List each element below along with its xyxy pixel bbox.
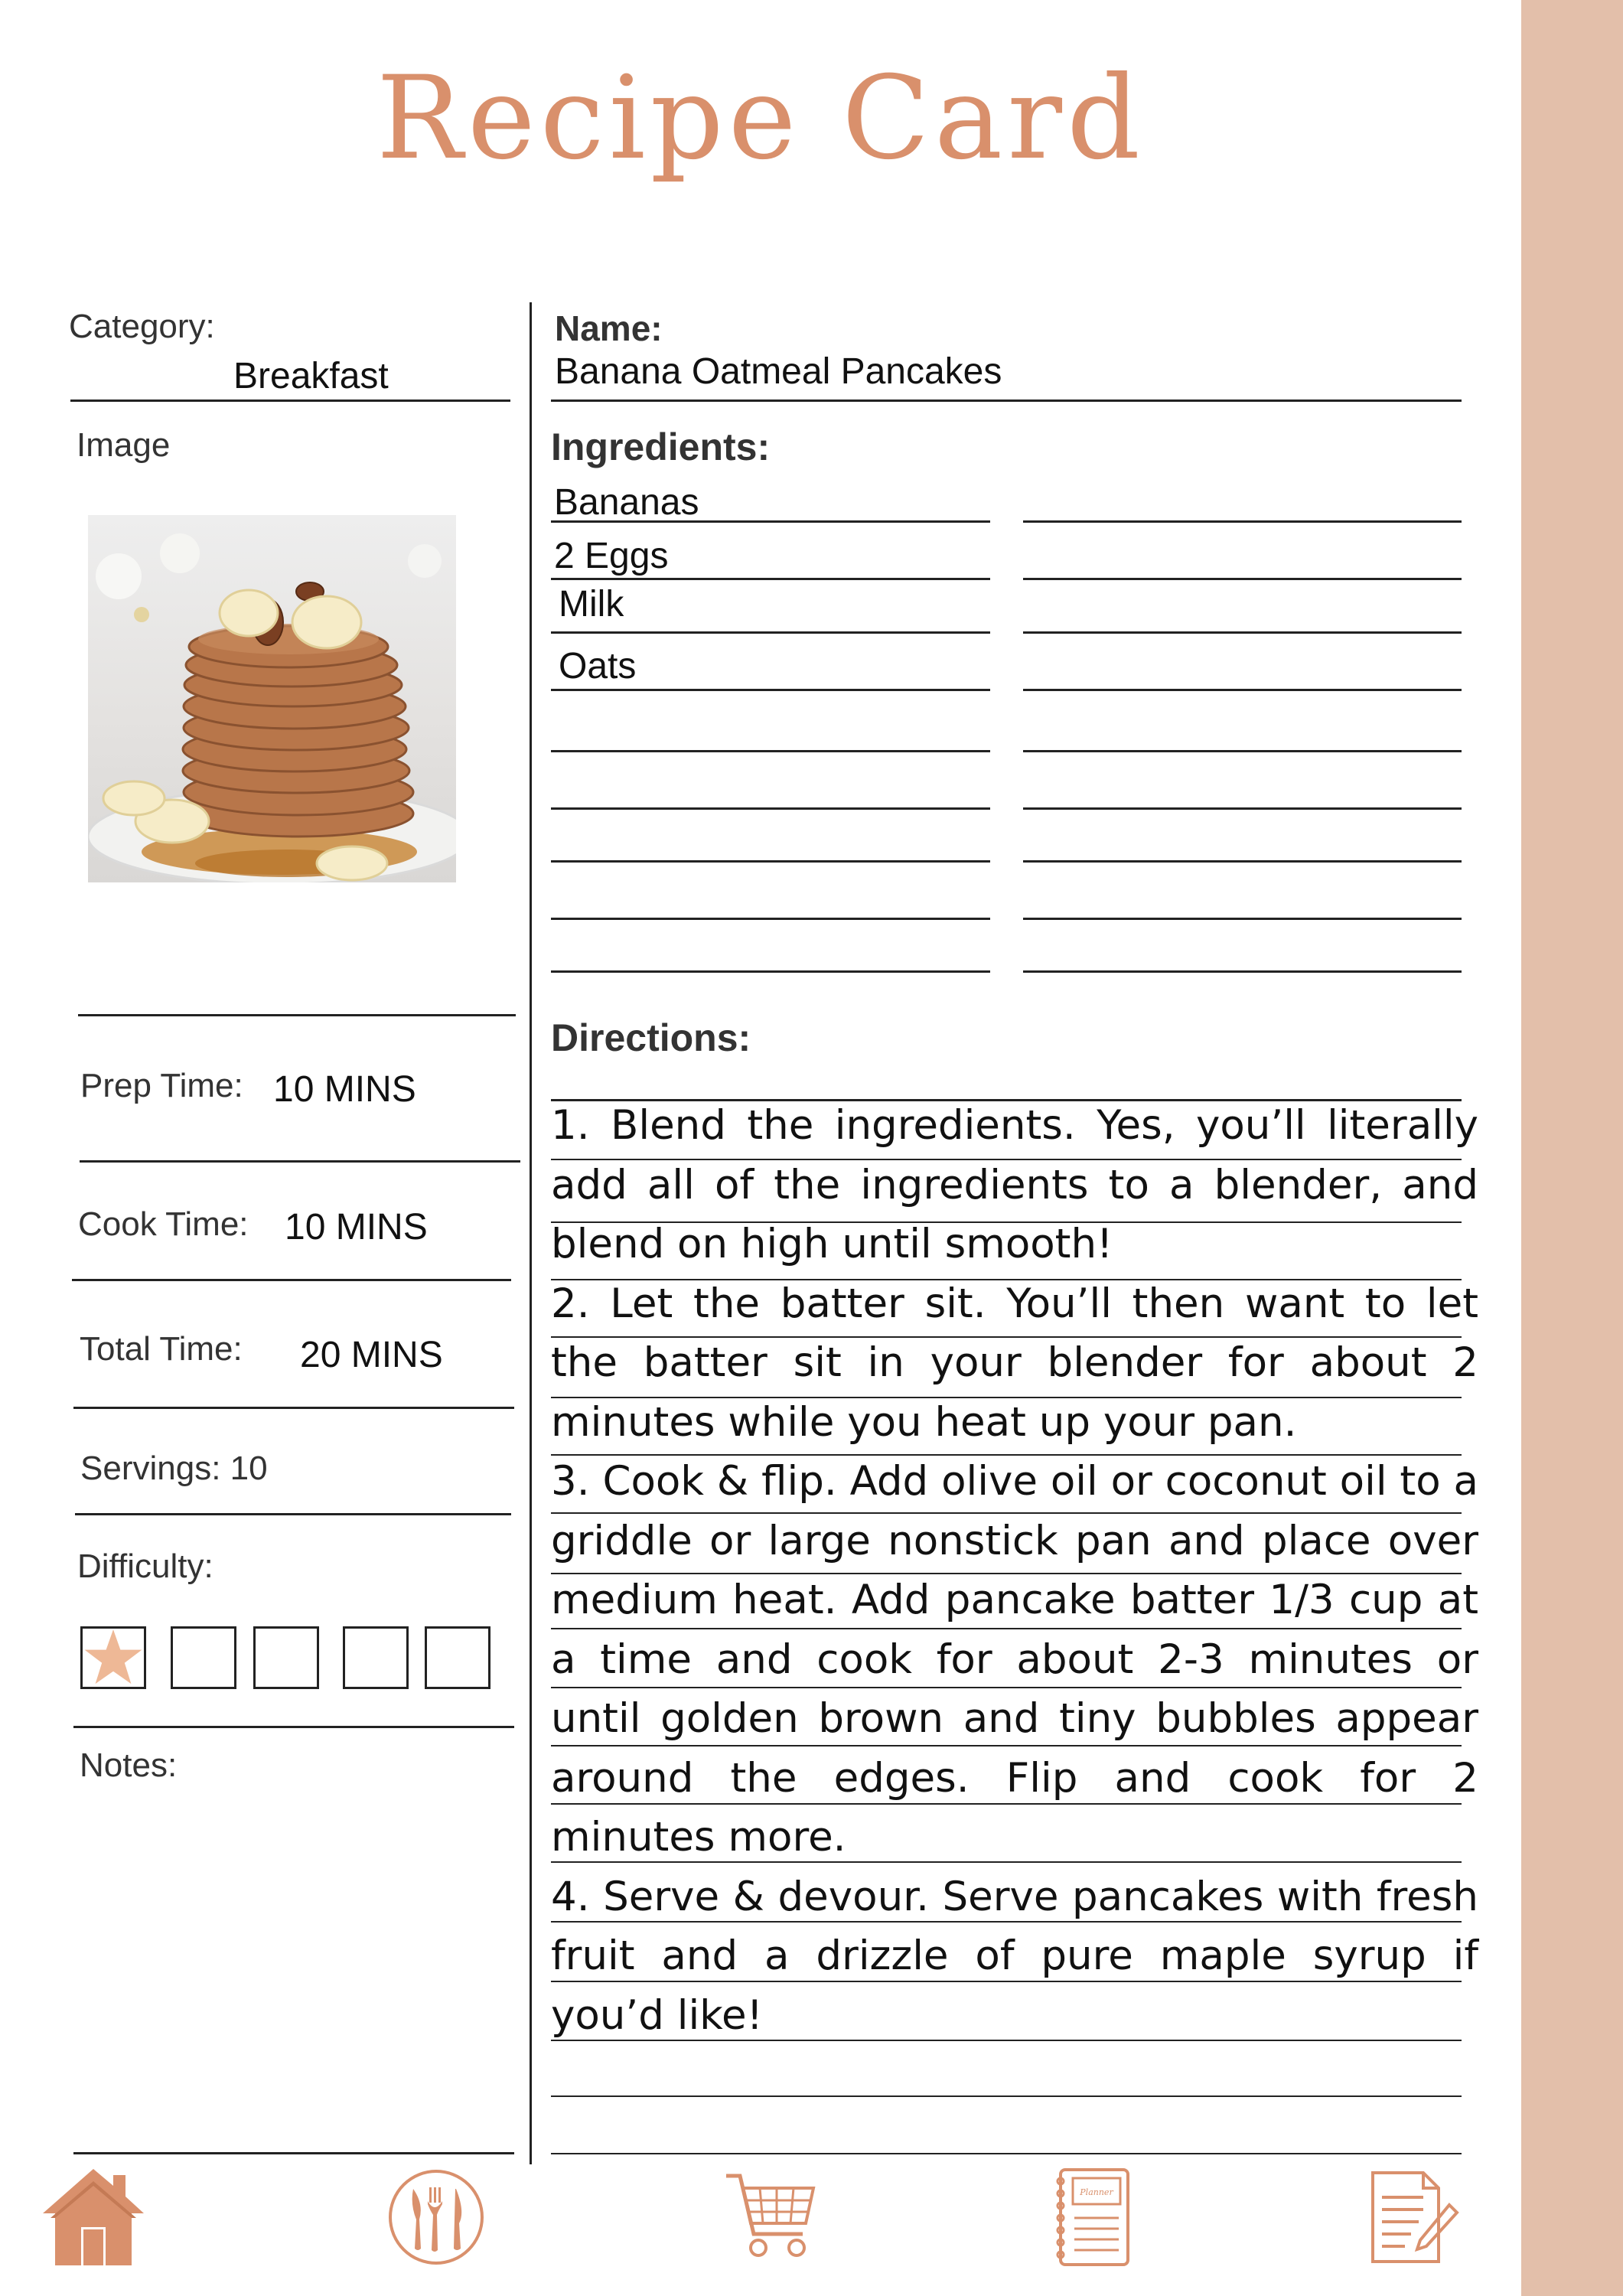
difficulty-box[interactable] [253, 1626, 319, 1689]
page-title: Recipe Card [376, 52, 1146, 185]
difficulty-box[interactable] [425, 1626, 490, 1689]
direction-line [551, 1687, 1462, 1688]
cook-time-underline [72, 1279, 511, 1281]
image-label: Image [77, 426, 171, 464]
category-label: Category: [69, 308, 215, 345]
ingredient-line-left [551, 750, 990, 752]
planner-text: Planner [1080, 2187, 1113, 2197]
direction-step: 4. Serve & devour. Serve pancakes with fresh fruit and a drizzle of pure maple syrup if you’d like! [551, 1873, 1478, 2039]
name-underline [551, 400, 1462, 402]
direction-line [551, 1279, 1462, 1280]
direction-line [551, 1159, 1462, 1160]
ingredient-line-right [1023, 631, 1462, 634]
notes-icon[interactable] [1370, 2170, 1462, 2265]
ingredient-line-left [551, 970, 990, 973]
direction-step: 1. Blend the ingredients. Yes, you’ll literally add all of the ingredients to a blender, and blend on high until smooth! [551, 1102, 1478, 1267]
recipe-name-value[interactable]: Banana Oatmeal Pancakes [555, 351, 1002, 392]
column-divider [530, 302, 532, 2164]
ingredient-line-right [1023, 578, 1462, 580]
difficulty-box[interactable] [343, 1626, 409, 1689]
total-time-label: Total Time: [80, 1330, 243, 1368]
cook-time-label: Cook Time: [78, 1205, 249, 1243]
star-icon [83, 1627, 144, 1687]
direction-step: 2. Let the batter sit. You’ll then want to let the batter sit in your blender for about 2 minutes while you heat up your pan. [551, 1280, 1478, 1446]
direction-line [551, 1981, 1462, 1982]
image-underline [78, 1014, 516, 1016]
difficulty-label: Difficulty: [77, 1548, 213, 1585]
ingredient-line-right [1023, 689, 1462, 691]
ingredient-item[interactable]: Bananas [554, 482, 699, 523]
ingredient-line-left [551, 918, 990, 920]
ingredient-line-left [551, 807, 990, 810]
prep-time-value[interactable]: 10 MINS [273, 1069, 416, 1110]
cook-time-value[interactable]: 10 MINS [285, 1207, 428, 1247]
notes-underline [73, 2152, 514, 2154]
recipe-photo[interactable] [88, 515, 456, 882]
notes-label: Notes: [80, 1746, 178, 1784]
name-label: Name: [555, 308, 663, 348]
direction-line [551, 2040, 1462, 2041]
directions-text[interactable] [551, 1096, 1478, 2045]
category-value[interactable]: Breakfast [233, 356, 389, 396]
direction-line [551, 1512, 1462, 1514]
difficulty-box[interactable] [80, 1626, 146, 1689]
direction-line [551, 2153, 1462, 2154]
direction-line [551, 1221, 1462, 1223]
direction-line [551, 1397, 1462, 1398]
direction-line [551, 1336, 1462, 1338]
home-icon[interactable] [40, 2166, 147, 2269]
category-underline [70, 400, 510, 402]
direction-line [551, 1454, 1462, 1456]
ingredient-item[interactable]: Oats [559, 646, 637, 687]
direction-line [551, 1628, 1462, 1629]
ingredients-label: Ingredients: [551, 426, 771, 468]
prep-time-label: Prep Time: [80, 1067, 243, 1104]
ingredient-line-right [1023, 970, 1462, 973]
difficulty-underline [73, 1726, 514, 1728]
difficulty-box[interactable] [171, 1626, 236, 1689]
ingredient-line-left [551, 578, 990, 580]
total-time-value[interactable]: 20 MINS [300, 1335, 443, 1375]
ingredient-line-right [1023, 750, 1462, 752]
ingredient-item[interactable]: Milk [559, 584, 624, 625]
sidebar-stripe [1521, 0, 1623, 2296]
servings-underline [75, 1513, 511, 1515]
direction-line [551, 2095, 1462, 2097]
pancake-stack-image [88, 515, 456, 882]
utensils-icon[interactable] [383, 2166, 490, 2269]
ingredient-line-right [1023, 807, 1462, 810]
ingredient-item[interactable]: 2 Eggs [554, 536, 669, 576]
ingredient-line-left [551, 631, 990, 634]
prep-time-underline [80, 1160, 520, 1163]
ingredient-line-right [1023, 520, 1462, 523]
planner-icon[interactable] [1056, 2167, 1133, 2267]
direction-line [551, 1861, 1462, 1863]
directions-label: Directions: [551, 1016, 751, 1059]
direction-line [551, 1573, 1462, 1574]
direction-line [551, 1745, 1462, 1746]
direction-step: 3. Cook & flip. Add olive oil or coconut oil to a griddle or large nonstick pan and place over medium heat. Add pancake batter 1/3 cup at a time and cook for about 2-3 minutes or until golden brown and tiny bubbles appear around the edges. Flip and cook for 2 minutes more. [551, 1458, 1478, 1861]
ingredient-line-right [1023, 860, 1462, 863]
ingredient-line-left [551, 860, 990, 863]
total-time-underline [73, 1407, 514, 1409]
ingredient-line-right [1023, 918, 1462, 920]
cart-icon[interactable] [723, 2170, 819, 2265]
direction-line [551, 1803, 1462, 1805]
direction-line [551, 1921, 1462, 1923]
ingredient-line-left [551, 689, 990, 691]
servings-field[interactable]: Servings: 10 [80, 1450, 268, 1487]
